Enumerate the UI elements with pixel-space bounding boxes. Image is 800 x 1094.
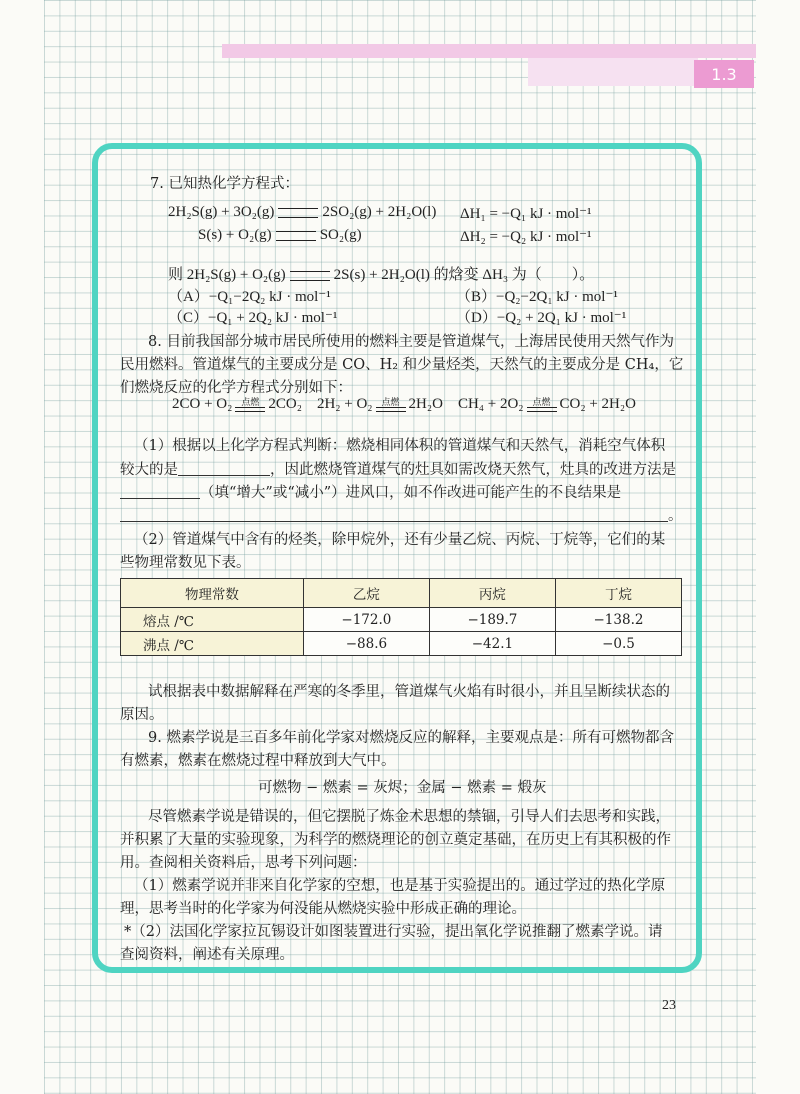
q9-line-4: 并积累了大量的实验现象，为科学的燃烧理论的创立奠定基础，在历史上有其积极的作 [120,832,671,848]
q7-stem: 7. 已知热化学方程式： [150,176,299,192]
q9-line-1: 9. 燃素学说是三百多年前化学家对燃烧反应的解释，主要观点是：所有可燃物都含 [148,730,674,746]
equals-arrow-icon [278,208,318,218]
q7-equation-1: 2H₂S(g) + 3O₂(g) 2SO₂(g) + 2H₂O(l) [168,204,437,220]
q8-line-1: 8. 目前我国部分城市居民所使用的燃料主要是管道煤气，上海居民使用天然气作为 [148,334,674,350]
answer-blank-1[interactable] [178,461,270,476]
q7-option-a: （A）−Q₁−2Q₂ kJ · mol⁻¹ [168,289,331,305]
ignite-arrow-icon [235,407,265,412]
q8-after-line-1: 试根据表中数据解释在严寒的冬季里，管道煤气火焰有时很小，并且呈断续状态的 [148,684,670,700]
q8-part2-line-2: 些物理常数见下表。 [120,555,251,571]
ignite-arrow-icon [527,407,557,412]
q7-option-c: （C）−Q₁ + 2Q₂ kJ · mol⁻¹ [168,310,338,326]
equals-arrow-icon [290,271,330,281]
table-row [121,632,682,656]
q8-line-2: 民用燃料。管道煤气的主要成分是 CO、H₂ 和少量烃类，天然气的主要成分是 CH₄，它 [120,357,684,373]
table-header: 乙烷 [303,579,429,608]
table-header-row [121,579,682,608]
q7-dh1: ΔH₁ = −Q₁ kJ · mol⁻¹ [460,206,592,222]
page-margin-left [0,0,44,1094]
q9-line-5: 用。查阅相关资料后，思考下列问题： [120,855,367,871]
table-cell: −88.6 [303,632,429,656]
table-cell: −189.7 [429,608,555,632]
table-header: 丁烷 [555,579,681,608]
q7-question: 则 2H₂S(g) + O₂(g) 2S(s) + 2H₂O(l) 的焓变 ΔH₃ 为（ ）。 [168,267,595,283]
ignite-arrow-icon [376,407,406,412]
table-row-label: 熔点 /℃ [121,608,304,632]
q8-part2-line-1: （2）管道煤气中含有的烃类，除甲烷外，还有少量乙烷、丙烷、丁烷等，它们的某 [134,532,666,548]
answer-blank-2[interactable] [120,484,200,499]
q8-part1-line-3: （填“增大”或“减小”）进风口，如不作改进可能产生的不良结果是 [120,481,621,502]
page-margin-right [756,0,800,1094]
q9-sub1-line-2: 理，思考当时的化学家为何没能从燃烧实验中形成正确的理论。 [120,901,526,917]
q7-option-d: （D）−Q₂ + 2Q₁ kJ · mol⁻¹ [456,310,627,326]
table-row [121,608,682,632]
page-number: 23 [662,998,676,1013]
q9-sub2-line-1: *（2）法国化学家拉瓦锡设计如图装置进行实验，提出氧化学说推翻了燃素学说。请 [124,924,663,940]
header-band-light [528,58,698,86]
table-cell: −172.0 [303,608,429,632]
q8-part1-line-4: 。 [120,504,683,525]
q8-part1-line-2: 较大的是 ，因此燃烧管道煤气的灶具如需改烧天然气，灶具的改进方法是 [120,462,676,478]
q9-sub1-line-1: （1）燃素学说并非来自化学家的空想，也是基于实验提出的。通过学过的热化学原 [134,878,666,894]
table-cell: −42.1 [429,632,555,656]
table-cell: −0.5 [555,632,681,656]
q9-line-3: 尽管燃素学说是错误的，但它摆脱了炼金术思想的禁锢，引导人们去思考和实践， [148,809,670,825]
q8-reactions: 2CO + O₂ 点燃 2CO₂ 2H₂ + O₂ 点燃 2H₂O CH₄ + 2O₂ 点燃 CO₂ + 2H₂O [172,396,636,412]
q9-formula: 可燃物 − 燃素 = 灰烬；金属 − 燃素 = 煅灰 [258,780,547,796]
q9-sub2-line-2: 查阅资料，阐述有关原理。 [120,947,294,963]
q8-part1-line-1: （1）根据以上化学方程式判断：燃烧相同体积的管道煤气和天然气，消耗空气体积 [134,438,666,454]
q7-option-b: （B）−Q₂−2Q₁ kJ · mol⁻¹ [456,289,618,305]
q8-line-3: 们燃烧反应的化学方程式分别如下： [120,380,352,396]
equals-arrow-icon [276,231,316,241]
q7-equation-2: S(s) + O₂(g) SO₂(g) [198,227,362,243]
table-cell: −138.2 [555,608,681,632]
q9-line-2: 有燃素，燃素在燃烧过程中释放到大气中。 [120,753,396,769]
table-header: 物理常数 [121,579,304,608]
answer-blank-3[interactable] [120,507,668,522]
q8-after-line-2: 原因。 [120,707,164,723]
q7-dh2: ΔH₂ = −Q₂ kJ · mol⁻¹ [460,229,592,245]
table-row-label: 沸点 /℃ [121,632,304,656]
section-badge: 1.3 [694,60,754,88]
table-header: 丙烷 [429,579,555,608]
physical-constants-table [120,578,682,656]
header-band [222,44,756,58]
